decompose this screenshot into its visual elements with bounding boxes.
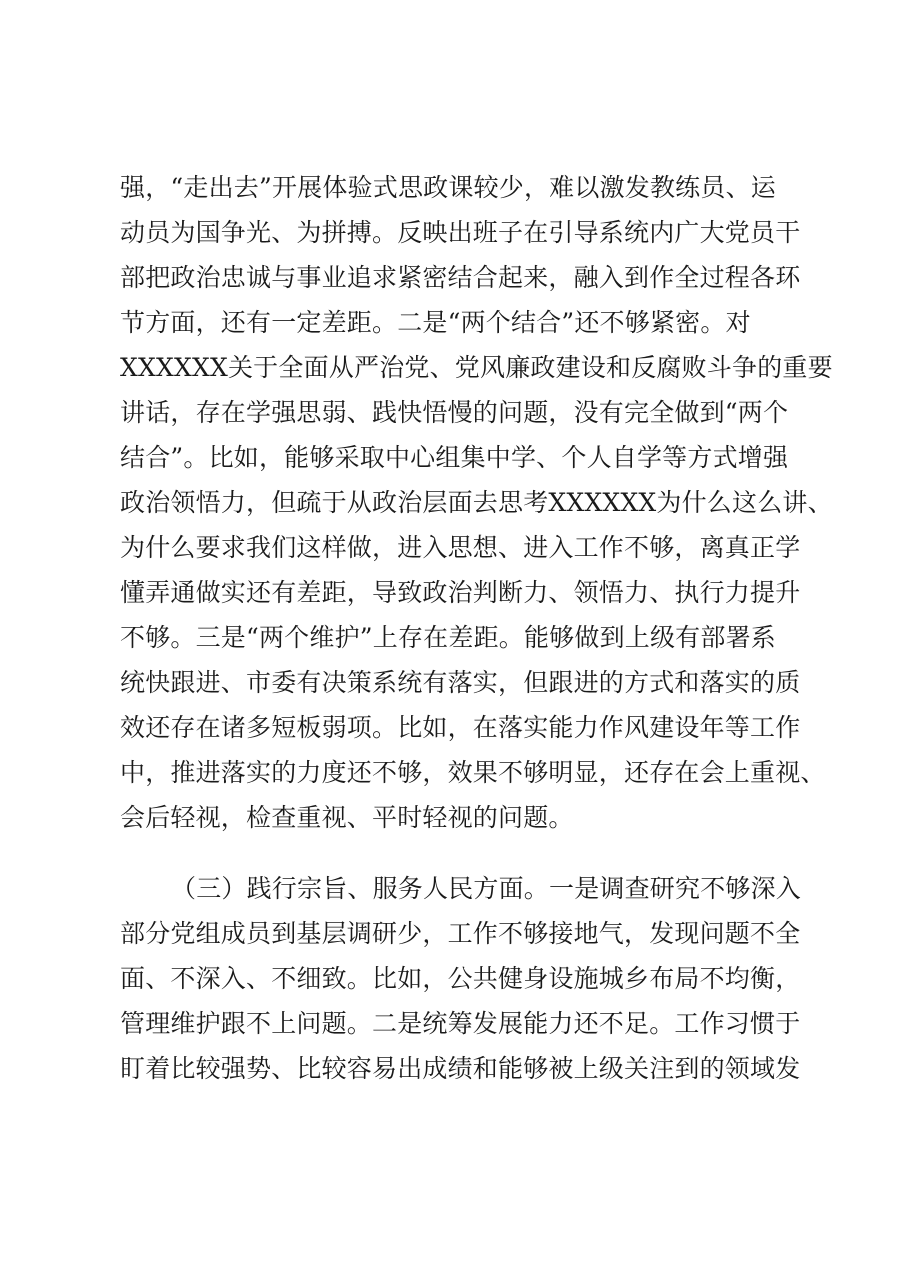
body-text-line: 懂弄通做实还有差距，导致政治判断力、领悟力、执行力提升: [120, 578, 801, 607]
body-text-line: 为什么要求我们这样做，进入思想、进入工作不够，离真正学: [120, 533, 801, 562]
body-text-line: 不够。三是“两个维护”上存在差距。能够做到上级有部署系: [120, 623, 776, 652]
body-text-line: 面、不深入、不细致。比如，公共健身设施城乡布局不均衡，: [120, 964, 801, 993]
body-text-line: 会后轻视，检查重视、平时轻视的问题。: [120, 803, 574, 832]
body-text-line: 中，推进落实的力度还不够，效果不够明显，还存在会上重视、: [120, 758, 826, 787]
body-text-line: 讲话，存在学强思弱、践快悟慢的问题，没有完全做到“两个: [120, 398, 789, 427]
body-text-line: 效还存在诸多短板弱项。比如，在落实能力作风建设年等工作: [120, 713, 801, 742]
section-heading-line: （三）践行宗旨、服务人民方面。一是调查研究不够深入: [171, 874, 802, 903]
body-text-line: 动员为国争光、为拼搏。反映出班子在引导系统内广大党员干: [120, 218, 801, 247]
body-text-line: 结合”。比如，能够采取中心组集中学、个人自学等方式增强: [120, 443, 789, 472]
body-text-line: 盯着比较强势、比较容易出成绩和能够被上级关注到的领域发: [120, 1054, 801, 1083]
body-text-line: 部把政治忠诚与事业追求紧密结合起来，融入到作全过程各环: [120, 263, 801, 292]
body-text-line: XXXXXX关于全面从严治党、党风廉政建设和反腐败斗争的重要: [120, 353, 833, 382]
body-text-line: 政治领悟力，但疏于从政治层面去思考XXXXXX为什么这么讲、: [120, 488, 833, 517]
body-text-line: 强，“走出去”开展体验式思政课较少，难以激发教练员、运: [120, 173, 776, 202]
body-text-line: 管理维护跟不上问题。二是统筹发展能力还不足。工作习惯于: [120, 1009, 801, 1038]
body-text-line: 部分党组成员到基层调研少，工作不够接地气，发现问题不全: [120, 919, 801, 948]
body-text-line: 统快跟进、市委有决策系统有落实，但跟进的方式和落实的质: [120, 668, 801, 697]
body-text-line: 节方面，还有一定差距。二是“两个结合”还不够紧密。对: [120, 308, 751, 337]
